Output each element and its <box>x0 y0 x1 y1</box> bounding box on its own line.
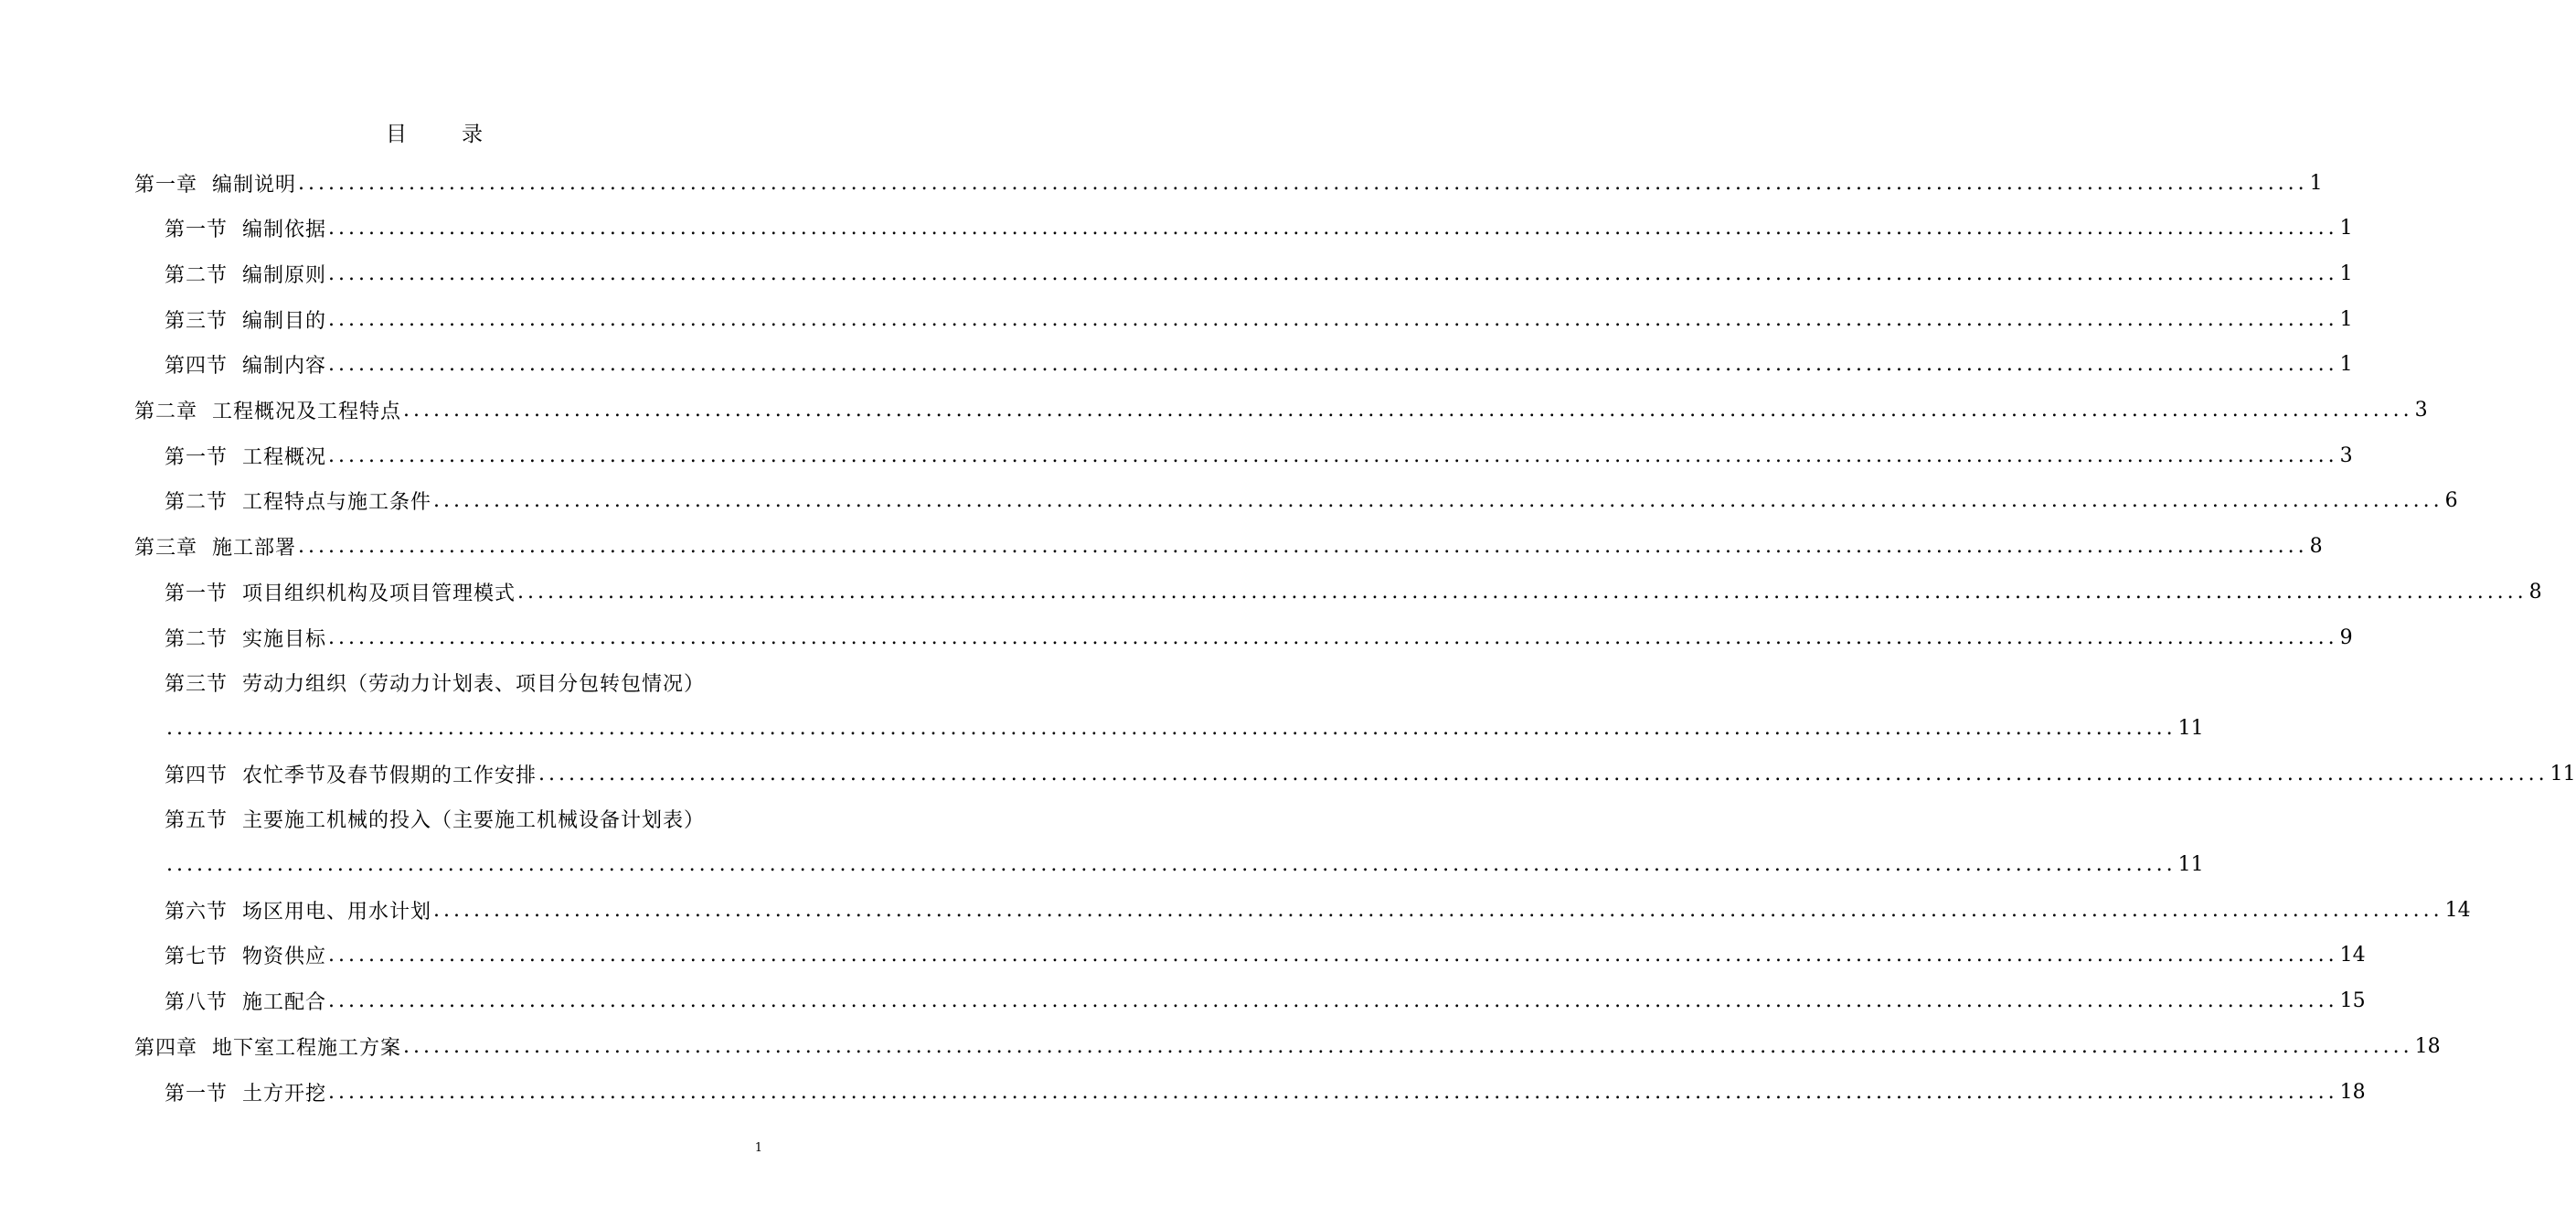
toc-entry-number: 第八节 <box>165 991 229 1015</box>
toc-entry-title: 劳动力组织（劳动力计划表、项目分包转包情况） <box>242 673 706 697</box>
toc-entry-number: 第四节 <box>165 355 229 379</box>
toc-leader-dots: ........................................................................................................................................................................................................ <box>166 716 2177 740</box>
toc-entry-title: 工程概况 <box>242 445 327 469</box>
toc-entry-number: 第一节 <box>165 219 229 242</box>
toc-entry-page: 11 <box>2177 853 2204 876</box>
toc-entry-number: 第五节 <box>165 809 229 833</box>
toc-chapter-entry[interactable] <box>134 1023 2441 1069</box>
toc-leader-dots: ........................................................................................................................................................................................................ <box>328 217 2338 240</box>
toc-entry-title: 编制内容 <box>242 355 327 379</box>
toc-leader-dots: ........................................................................................................................................................................................................ <box>328 262 2338 285</box>
toc-entry-number: 第二节 <box>165 627 229 651</box>
toc-entry[interactable] <box>165 978 2366 1024</box>
toc-entry-title: 编制依据 <box>242 219 327 242</box>
toc-leader-dots: ........................................................................................................................................................................................................ <box>433 489 2443 513</box>
toc-entry[interactable] <box>165 614 2353 660</box>
toc-entry-page: 11 <box>2177 716 2204 740</box>
toc-entry[interactable] <box>165 433 2353 478</box>
toc-entry-page: 14 <box>2444 898 2471 922</box>
toc-leader-dots: ........................................................................................................................................................................................................ <box>538 762 2549 785</box>
toc-leader-dots: ........................................................................................................................................................................................................ <box>298 171 2308 195</box>
toc-entry-title: 农忙季节及春节假期的工作安排 <box>242 764 538 787</box>
toc-leader-dots: ........................................................................................................................................................................................................ <box>166 853 2177 876</box>
toc-entry-number: 第一节 <box>165 1082 229 1106</box>
toc-leader-dots: ........................................................................................................................................................................................................ <box>328 989 2338 1013</box>
toc-entry-number: 第一节 <box>165 445 229 469</box>
toc-entry-title: 实施目标 <box>242 627 327 651</box>
toc-entry[interactable] <box>165 1069 2366 1115</box>
toc-leader-dots: ........................................................................................................................................................................................................ <box>328 353 2338 377</box>
toc-entry-number: 第六节 <box>165 900 229 924</box>
toc-entry-page: 6 <box>2444 489 2458 513</box>
toc-chapter-entry[interactable] <box>134 524 2323 570</box>
toc-entry-page: 14 <box>2339 944 2366 967</box>
toc-entry-number: 第三节 <box>165 309 229 333</box>
toc-entry[interactable] <box>165 296 2353 342</box>
toc-entry-page: 1 <box>2339 307 2353 331</box>
toc-entry-page: 1 <box>2339 262 2353 285</box>
toc-entry-title: 编制说明 <box>212 173 297 197</box>
toc-entry-title: 编制目的 <box>242 309 327 333</box>
toc-leader-dots: ........................................................................................................................................................................................................ <box>328 944 2338 967</box>
toc-entry-page: 18 <box>2414 1034 2441 1058</box>
toc-entry-number: 第三章 <box>134 537 198 561</box>
toc-entry[interactable] <box>165 251 2353 296</box>
toc-entry-page: 3 <box>2414 399 2428 422</box>
toc-entry[interactable] <box>165 751 2576 796</box>
toc-entry-title: 主要施工机械的投入（主要施工机械设备计划表） <box>242 809 706 833</box>
toc-entry[interactable] <box>165 206 2353 251</box>
toc-entry-page: 8 <box>2309 535 2323 559</box>
toc-entry-title: 物资供应 <box>242 946 327 969</box>
toc-entry-number: 第三节 <box>165 673 229 697</box>
toc-entry-number: 第二章 <box>134 401 198 423</box>
toc-entry-page: 15 <box>2339 989 2366 1013</box>
toc-chapter-entry[interactable] <box>134 160 2323 206</box>
toc-entry[interactable] <box>165 478 2458 524</box>
toc-leader-dots: ........................................................................................................................................................................................................ <box>328 444 2338 467</box>
toc-entry-number: 第四章 <box>134 1036 198 1060</box>
toc-entry-continuation <box>165 705 2204 751</box>
footer-page-number: 1 <box>754 1141 762 1155</box>
toc-entry-number: 第二节 <box>165 263 229 287</box>
toc-entry-number: 第一章 <box>134 173 198 197</box>
toc-entry-page: 11 <box>2549 762 2576 785</box>
toc-entry-title: 工程特点与施工条件 <box>242 491 432 515</box>
toc-entry[interactable] <box>165 660 763 706</box>
toc-entry[interactable] <box>165 887 2471 933</box>
toc-leader-dots: ........................................................................................................................................................................................................ <box>403 1034 2413 1058</box>
toc-entry-number: 第二节 <box>165 491 229 515</box>
toc-leader-dots: ........................................................................................................................................................................................................ <box>328 625 2338 649</box>
toc-entry-title: 地下室工程施工方案 <box>212 1036 402 1060</box>
toc-entry[interactable] <box>165 342 2353 388</box>
toc-leader-dots: ........................................................................................................................................................................................................ <box>403 399 2413 422</box>
toc-entry-page: 18 <box>2339 1080 2366 1104</box>
toc-entry-page: 1 <box>2339 353 2353 377</box>
toc-entry[interactable] <box>165 796 763 842</box>
page-title-left: 目 <box>386 123 407 146</box>
toc-leader-dots: ........................................................................................................................................................................................................ <box>328 1080 2338 1104</box>
page-title-right: 录 <box>462 123 483 146</box>
toc-leader-dots: ........................................................................................................................................................................................................ <box>298 535 2308 559</box>
toc-leader-dots: ........................................................................................................................................................................................................ <box>517 580 2528 604</box>
toc-entry-number: 第一节 <box>165 582 229 605</box>
toc-entry[interactable] <box>165 933 2366 978</box>
toc-entry-title: 场区用电、用水计划 <box>242 900 432 924</box>
toc-entry-page: 1 <box>2339 217 2353 240</box>
toc-entry-title: 项目组织机构及项目管理模式 <box>242 582 516 605</box>
toc-entry-title: 编制原则 <box>242 263 327 287</box>
toc-entry-title: 工程概况及工程特点 <box>212 401 402 423</box>
toc-entry-page: 1 <box>2309 171 2323 195</box>
toc-entry-page: 3 <box>2339 444 2353 467</box>
toc-entry-page: 8 <box>2528 580 2542 604</box>
toc-leader-dots: ........................................................................................................................................................................................................ <box>328 307 2338 331</box>
toc-entry-number: 第七节 <box>165 946 229 969</box>
toc-entry-continuation <box>165 842 2204 888</box>
toc-entry-title: 土方开挖 <box>242 1082 327 1106</box>
page-title <box>0 119 868 150</box>
toc-entry[interactable] <box>165 569 2542 614</box>
toc-entry-page: 9 <box>2339 625 2353 649</box>
toc-entry-title: 施工配合 <box>242 991 327 1015</box>
toc-leader-dots: ........................................................................................................................................................................................................ <box>433 898 2443 922</box>
toc-entry-title: 施工部署 <box>212 537 297 561</box>
toc-entry-number: 第四节 <box>165 764 229 787</box>
toc-chapter-entry[interactable] <box>134 388 2428 433</box>
